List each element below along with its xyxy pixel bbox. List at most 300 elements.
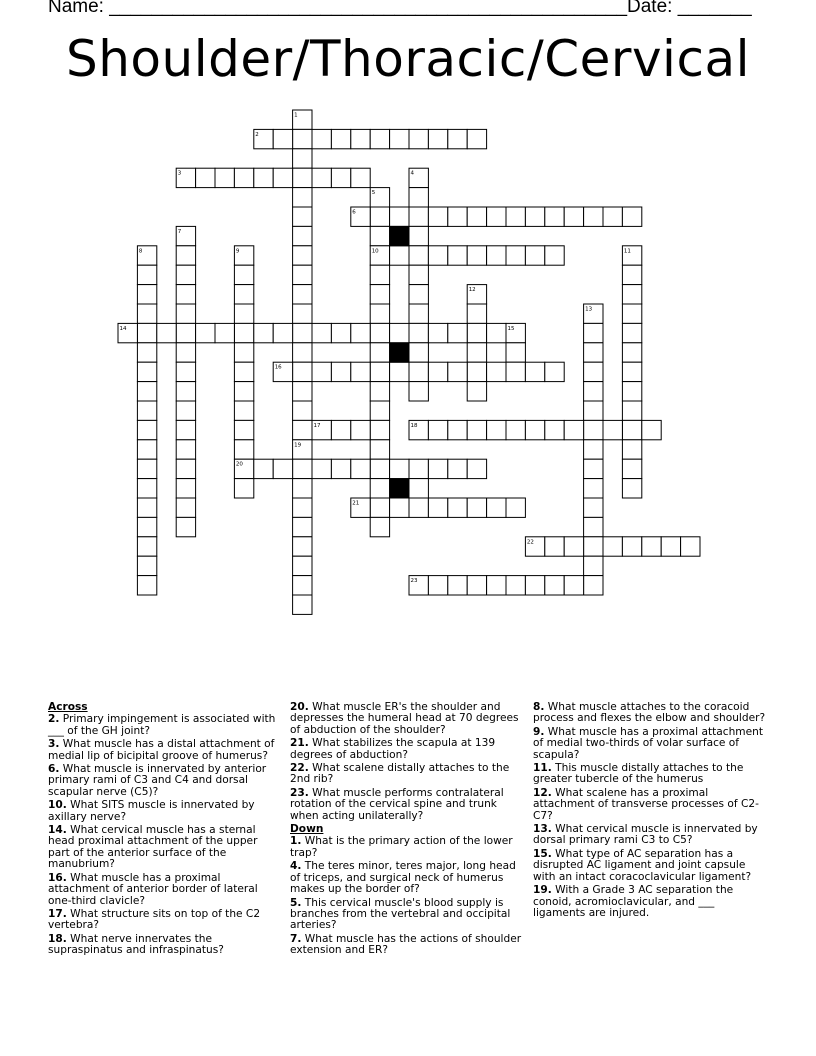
grid-cell[interactable] [312, 323, 331, 342]
grid-cell[interactable] [681, 537, 700, 556]
grid-clue-number: 12 [468, 287, 476, 294]
grid-cell[interactable] [506, 420, 525, 439]
grid-cell[interactable] [293, 246, 312, 265]
page-title: Shoulder/Thoracic/Cervical [66, 30, 750, 88]
grid-cell[interactable] [137, 265, 156, 284]
clue-text: This muscle distally attaches to the greater tubercle of the humerus [533, 762, 744, 786]
grid-cell[interactable] [448, 498, 467, 517]
clue-item [533, 824, 769, 847]
clue-text: This cervical muscle's blood supply is branches from the vertebral and occipital arteries? [290, 896, 511, 932]
grid-cell[interactable] [176, 246, 195, 265]
grid-cell[interactable] [487, 420, 506, 439]
clue-text: What muscle has a proximal attachment of anterior border of lateral one-third clavicle? [48, 871, 258, 907]
grid-cell[interactable] [370, 479, 389, 498]
grid-cell[interactable] [642, 537, 661, 556]
clue-text: What muscle has the actions of shoulder extension and ER? [290, 932, 522, 957]
grid-cell[interactable] [331, 420, 350, 439]
clue-number: 13. [533, 823, 552, 836]
grid-cell[interactable] [293, 304, 312, 323]
grid-cell[interactable] [428, 323, 447, 342]
grid-cell[interactable] [525, 576, 544, 595]
grid-cell[interactable] [293, 226, 312, 245]
grid-cell[interactable] [448, 576, 467, 595]
grid-cell[interactable] [176, 304, 195, 323]
grid-cell[interactable] [176, 285, 195, 304]
grid-cell[interactable] [409, 207, 428, 226]
clue-text: What muscle performs contralateral rotation of the cervical spine and trunk when acting unilaterally? [290, 786, 504, 822]
grid-cell[interactable] [661, 537, 680, 556]
grid-cell[interactable] [196, 323, 215, 342]
grid-cell[interactable] [467, 576, 486, 595]
grid-cell[interactable] [176, 362, 195, 381]
grid-cell[interactable] [448, 459, 467, 478]
grid-cell[interactable] [273, 168, 292, 187]
grid-cell[interactable] [409, 498, 428, 517]
grid-cell[interactable] [176, 265, 195, 284]
grid-cell[interactable] [545, 420, 564, 439]
grid-cell[interactable] [293, 323, 312, 342]
grid-cell[interactable] [487, 207, 506, 226]
grid-cell[interactable] [467, 459, 486, 478]
grid-cell[interactable] [467, 207, 486, 226]
clue-item [48, 800, 280, 823]
grid-cell[interactable] [293, 382, 312, 401]
grid-cell[interactable] [564, 420, 583, 439]
grid-cell[interactable] [293, 362, 312, 381]
grid-cell[interactable] [234, 343, 253, 362]
grid-cell[interactable] [293, 207, 312, 226]
grid-cell[interactable] [622, 362, 641, 381]
grid-cell[interactable] [525, 420, 544, 439]
grid-cell[interactable] [351, 362, 370, 381]
grid-cell[interactable] [293, 285, 312, 304]
grid-cell[interactable] [273, 323, 292, 342]
grid-cell[interactable] [428, 246, 447, 265]
clue-number: 21. [290, 737, 309, 750]
clue-number: 17. [48, 907, 67, 920]
grid-cell[interactable] [622, 459, 641, 478]
grid-cell[interactable] [545, 537, 564, 556]
grid-cell[interactable] [622, 479, 641, 498]
grid-cell[interactable] [506, 343, 525, 362]
grid-cell[interactable] [428, 420, 447, 439]
grid-cell[interactable] [293, 149, 312, 168]
grid-cell[interactable] [564, 207, 583, 226]
grid-cell[interactable] [622, 265, 641, 284]
down-heading: Down [290, 823, 324, 836]
grid-cell[interactable] [370, 440, 389, 459]
grid-cell[interactable] [428, 207, 447, 226]
grid-cell[interactable] [448, 129, 467, 148]
grid-cell[interactable] [176, 382, 195, 401]
grid-cell[interactable] [390, 129, 409, 148]
grid-cell[interactable] [487, 498, 506, 517]
clue-item [533, 788, 769, 822]
grid-cell[interactable] [234, 304, 253, 323]
grid-cell[interactable] [137, 459, 156, 478]
grid-cell[interactable] [428, 129, 447, 148]
grid-cell[interactable] [254, 323, 273, 342]
grid-cell[interactable] [137, 576, 156, 595]
grid-cell[interactable] [370, 420, 389, 439]
grid-clue-number: 3 [177, 170, 182, 177]
grid-cell[interactable] [487, 362, 506, 381]
grid-cell[interactable] [584, 401, 603, 420]
grid-clue-number: 1 [294, 112, 298, 119]
grid-cell[interactable] [584, 479, 603, 498]
grid-cell[interactable] [293, 188, 312, 207]
grid-cell[interactable] [622, 343, 641, 362]
date-field-label[interactable]: Date: _______ [627, 0, 752, 17]
grid-cell[interactable] [467, 382, 486, 401]
clue-text: The teres minor, teres major, long head of triceps, and surgical neck of humerus makes up the border of? [290, 860, 516, 896]
grid-cell[interactable] [234, 401, 253, 420]
clue-number: 4. [290, 860, 302, 873]
grid-clue-number: 17 [313, 422, 321, 429]
grid-cell[interactable] [137, 517, 156, 536]
grid-cell[interactable] [137, 382, 156, 401]
grid-cell[interactable] [584, 343, 603, 362]
grid-cell[interactable] [137, 498, 156, 517]
grid-cell[interactable] [428, 362, 447, 381]
grid-cell[interactable] [584, 323, 603, 342]
grid-cell[interactable] [370, 129, 389, 148]
grid-cell[interactable] [293, 420, 312, 439]
clue-number: 6. [48, 763, 60, 776]
clue-text: What structure sits on top of the C2 vertebra? [48, 907, 261, 932]
clue-number: 10. [48, 799, 67, 812]
grid-cell[interactable] [622, 537, 641, 556]
grid-cell[interactable] [254, 459, 273, 478]
grid-cell[interactable] [370, 401, 389, 420]
grid-cell[interactable] [622, 304, 641, 323]
name-field-label[interactable]: Name: _________________________________________________ [48, 0, 628, 17]
grid-cell[interactable] [409, 265, 428, 284]
grid-cell[interactable] [370, 498, 389, 517]
grid-cell[interactable] [370, 362, 389, 381]
grid-cell[interactable] [215, 168, 234, 187]
grid-clue-number: 14 [119, 325, 127, 332]
grid-cell[interactable] [467, 498, 486, 517]
grid-cell[interactable] [331, 459, 350, 478]
grid-cell[interactable] [622, 285, 641, 304]
grid-cell[interactable] [467, 420, 486, 439]
grid-cell[interactable] [351, 459, 370, 478]
grid-cell[interactable] [176, 479, 195, 498]
grid-cell[interactable] [293, 576, 312, 595]
grid-cell[interactable] [176, 343, 195, 362]
grid-cell[interactable] [176, 498, 195, 517]
clue-number: 23. [290, 786, 309, 799]
grid-cell[interactable] [137, 537, 156, 556]
clue-text: What is the primary action of the lower trap? [290, 835, 513, 859]
grid-cell[interactable] [293, 517, 312, 536]
grid-cell[interactable] [254, 168, 273, 187]
grid-cell[interactable] [545, 246, 564, 265]
grid-cell[interactable] [622, 401, 641, 420]
grid-cell[interactable] [584, 420, 603, 439]
grid-cell[interactable] [370, 226, 389, 245]
grid-cell[interactable] [370, 459, 389, 478]
grid-cell[interactable] [487, 246, 506, 265]
grid-cell[interactable] [234, 440, 253, 459]
grid-cell[interactable] [467, 362, 486, 381]
grid-cell[interactable] [506, 246, 525, 265]
grid-cell[interactable] [234, 323, 253, 342]
clue-text: What muscle attaches to the coracoid process and flexes the elbow and shoulder? [533, 701, 766, 725]
grid-cell[interactable] [293, 459, 312, 478]
clue-item [48, 934, 280, 957]
clue-item [48, 873, 280, 907]
grid-cell[interactable] [293, 265, 312, 284]
clue-item [290, 702, 526, 736]
grid-cell[interactable] [293, 498, 312, 517]
grid-cell[interactable] [622, 207, 641, 226]
grid-cell[interactable] [273, 459, 292, 478]
grid-cell[interactable] [525, 246, 544, 265]
grid-cell[interactable] [545, 576, 564, 595]
grid-cell[interactable] [293, 595, 312, 614]
grid-cell[interactable] [409, 362, 428, 381]
grid-cell[interactable] [176, 440, 195, 459]
clue-text: With a Grade 3 AC separation the conoid, acromioclavicular, and ___ ligaments are injured. [533, 884, 734, 919]
grid-cell[interactable] [448, 362, 467, 381]
grid-cell[interactable] [176, 420, 195, 439]
grid-cell[interactable] [409, 479, 428, 498]
clue-item [290, 738, 526, 761]
grid-cell[interactable] [370, 265, 389, 284]
clue-text: What SITS muscle is innervated by axillary nerve? [48, 799, 255, 823]
grid-cell[interactable] [525, 207, 544, 226]
grid-clue-number: 13 [585, 306, 593, 313]
grid-clue-number: 9 [235, 248, 240, 255]
grid-cell[interactable] [564, 537, 583, 556]
grid-cell[interactable] [506, 576, 525, 595]
clue-number: 11. [533, 762, 552, 775]
grid-cell[interactable] [370, 285, 389, 304]
grid-cell[interactable] [409, 129, 428, 148]
clue-number: 8. [533, 701, 545, 713]
grid-cell[interactable] [448, 420, 467, 439]
grid-cell[interactable] [137, 323, 156, 342]
grid-cell[interactable] [428, 498, 447, 517]
grid-cell[interactable] [409, 285, 428, 304]
grid-cell[interactable] [467, 343, 486, 362]
grid-cell[interactable] [196, 168, 215, 187]
grid-cell[interactable] [409, 343, 428, 362]
grid-cell[interactable] [293, 129, 312, 148]
grid-cell[interactable] [293, 537, 312, 556]
grid-cell[interactable] [390, 207, 409, 226]
grid-clue-number: 8 [138, 248, 143, 255]
grid-cell[interactable] [351, 168, 370, 187]
grid-clue-number: 18 [410, 422, 418, 429]
grid-cell[interactable] [234, 362, 253, 381]
grid-cell[interactable] [584, 556, 603, 575]
clue-number: 1. [290, 835, 302, 848]
grid-cell[interactable] [351, 323, 370, 342]
clue-text: What cervical muscle is innervated by dorsal primary rami C3 to C5? [533, 823, 758, 847]
grid-cell[interactable] [293, 556, 312, 575]
grid-cell[interactable] [331, 323, 350, 342]
grid-cell[interactable] [137, 304, 156, 323]
grid-cell[interactable] [390, 246, 409, 265]
grid-cell[interactable] [409, 304, 428, 323]
grid-cell[interactable] [137, 420, 156, 439]
grid-cell[interactable] [312, 168, 331, 187]
clue-text: What cervical muscle has a sternal head proximal attachment of the upper part of the anterior surface of the manubrium? [48, 824, 258, 871]
grid-cell[interactable] [506, 207, 525, 226]
clue-item [48, 739, 280, 762]
grid-cell[interactable] [409, 246, 428, 265]
grid-clue-number: 19 [294, 442, 302, 449]
grid-cell[interactable] [390, 323, 409, 342]
grid-cell[interactable] [584, 517, 603, 536]
grid-clue-number: 22 [526, 539, 534, 546]
grid-cell[interactable] [137, 401, 156, 420]
grid-cell[interactable] [409, 459, 428, 478]
grid-cell[interactable] [370, 517, 389, 536]
grid-cell[interactable] [409, 188, 428, 207]
grid-cell[interactable] [584, 440, 603, 459]
grid-clue-number: 21 [352, 500, 360, 507]
grid-cell[interactable] [137, 440, 156, 459]
grid-cell[interactable] [312, 459, 331, 478]
grid-cell[interactable] [622, 440, 641, 459]
grid-cell[interactable] [390, 498, 409, 517]
grid-cell[interactable] [467, 246, 486, 265]
grid-cell[interactable] [584, 576, 603, 595]
clue-number: 22. [290, 762, 309, 775]
grid-cell[interactable] [157, 323, 176, 342]
grid-cell[interactable] [312, 362, 331, 381]
grid-clue-number: 11 [623, 248, 631, 255]
grid-cell[interactable] [176, 517, 195, 536]
clue-item [290, 788, 526, 822]
clue-text: What scalene has a proximal attachment of transverse processes of C2-C7? [533, 786, 759, 822]
grid-cell[interactable] [467, 304, 486, 323]
grid-cell[interactable] [176, 401, 195, 420]
clue-number: 7. [290, 932, 302, 945]
grid-cell[interactable] [137, 285, 156, 304]
grid-cell[interactable] [506, 362, 525, 381]
grid-cell[interactable] [137, 343, 156, 362]
grid-clue-number: 10 [371, 248, 379, 255]
grid-cell[interactable] [603, 207, 622, 226]
grid-cell[interactable] [584, 382, 603, 401]
clue-item [290, 836, 526, 859]
clue-text: Primary impingement is associated with ___ of the GH joint? [48, 713, 276, 737]
grid-cell[interactable] [293, 343, 312, 362]
grid-cell[interactable] [603, 420, 622, 439]
grid-cell[interactable] [584, 537, 603, 556]
grid-cell[interactable] [467, 129, 486, 148]
clue-item [533, 849, 769, 883]
clue-number: 14. [48, 824, 67, 837]
grid-cell[interactable] [234, 168, 253, 187]
grid-cell[interactable] [506, 498, 525, 517]
clue-text: What stabilizes the scapula at 139 degrees of abduction? [290, 737, 496, 761]
clue-text: What muscle has a proximal attachment of medial two-thirds of volar surface of scapula? [533, 725, 764, 761]
grid-cell[interactable] [312, 129, 331, 148]
grid-cell[interactable] [176, 459, 195, 478]
grid-cell[interactable] [370, 207, 389, 226]
grid-cell[interactable] [234, 265, 253, 284]
grid-cell[interactable] [622, 323, 641, 342]
grid-cell[interactable] [603, 537, 622, 556]
grid-cell[interactable] [137, 479, 156, 498]
grid-cell[interactable] [331, 129, 350, 148]
grid-cell[interactable] [448, 246, 467, 265]
grid-cell[interactable] [234, 420, 253, 439]
clues-column-2 [290, 702, 526, 959]
grid-cell[interactable] [293, 401, 312, 420]
clue-item [533, 702, 769, 725]
grid-cell[interactable] [273, 129, 292, 148]
grid-cell[interactable] [234, 285, 253, 304]
grid-cell[interactable] [176, 323, 195, 342]
clue-number: 19. [533, 884, 552, 897]
grid-cell[interactable] [293, 168, 312, 187]
grid-cell[interactable] [370, 323, 389, 342]
grid-cell[interactable] [584, 207, 603, 226]
grid-cell[interactable] [642, 420, 661, 439]
grid-cell[interactable] [390, 459, 409, 478]
clue-number: 12. [533, 786, 552, 799]
clue-item [533, 727, 769, 761]
grid-clue-number: 16 [274, 364, 282, 371]
grid-cell[interactable] [448, 323, 467, 342]
grid-cell[interactable] [370, 343, 389, 362]
grid-cell[interactable] [370, 382, 389, 401]
grid-cell[interactable] [487, 323, 506, 342]
grid-cell[interactable] [584, 459, 603, 478]
grid-cell[interactable] [428, 459, 447, 478]
grid-cell[interactable] [448, 207, 467, 226]
grid-cell[interactable] [331, 362, 350, 381]
grid-cell[interactable] [331, 168, 350, 187]
grid-cell[interactable] [584, 362, 603, 381]
grid-cell[interactable] [215, 323, 234, 342]
grid-cell[interactable] [390, 362, 409, 381]
grid-cell[interactable] [234, 382, 253, 401]
grid-cell[interactable] [584, 498, 603, 517]
grid-cell[interactable] [137, 556, 156, 575]
grid-cell[interactable] [409, 382, 428, 401]
clue-number: 18. [48, 932, 67, 945]
grid-cell[interactable] [409, 323, 428, 342]
grid-cell[interactable] [622, 420, 641, 439]
grid-cell[interactable] [545, 207, 564, 226]
grid-cell[interactable] [370, 304, 389, 323]
grid-cell[interactable] [293, 479, 312, 498]
grid-cell[interactable] [409, 226, 428, 245]
grid-cell[interactable] [234, 479, 253, 498]
grid-cell[interactable] [428, 576, 447, 595]
grid-black-cell [390, 479, 409, 498]
clue-item [533, 885, 769, 919]
grid-cell[interactable] [351, 420, 370, 439]
grid-cell[interactable] [564, 576, 583, 595]
grid-clue-number: 4 [410, 170, 414, 177]
grid-cell[interactable] [545, 362, 564, 381]
grid-cell[interactable] [487, 576, 506, 595]
grid-cell[interactable] [622, 382, 641, 401]
grid-cell[interactable] [351, 129, 370, 148]
grid-cell[interactable] [525, 362, 544, 381]
grid-cell[interactable] [137, 362, 156, 381]
grid-cell[interactable] [467, 323, 486, 342]
